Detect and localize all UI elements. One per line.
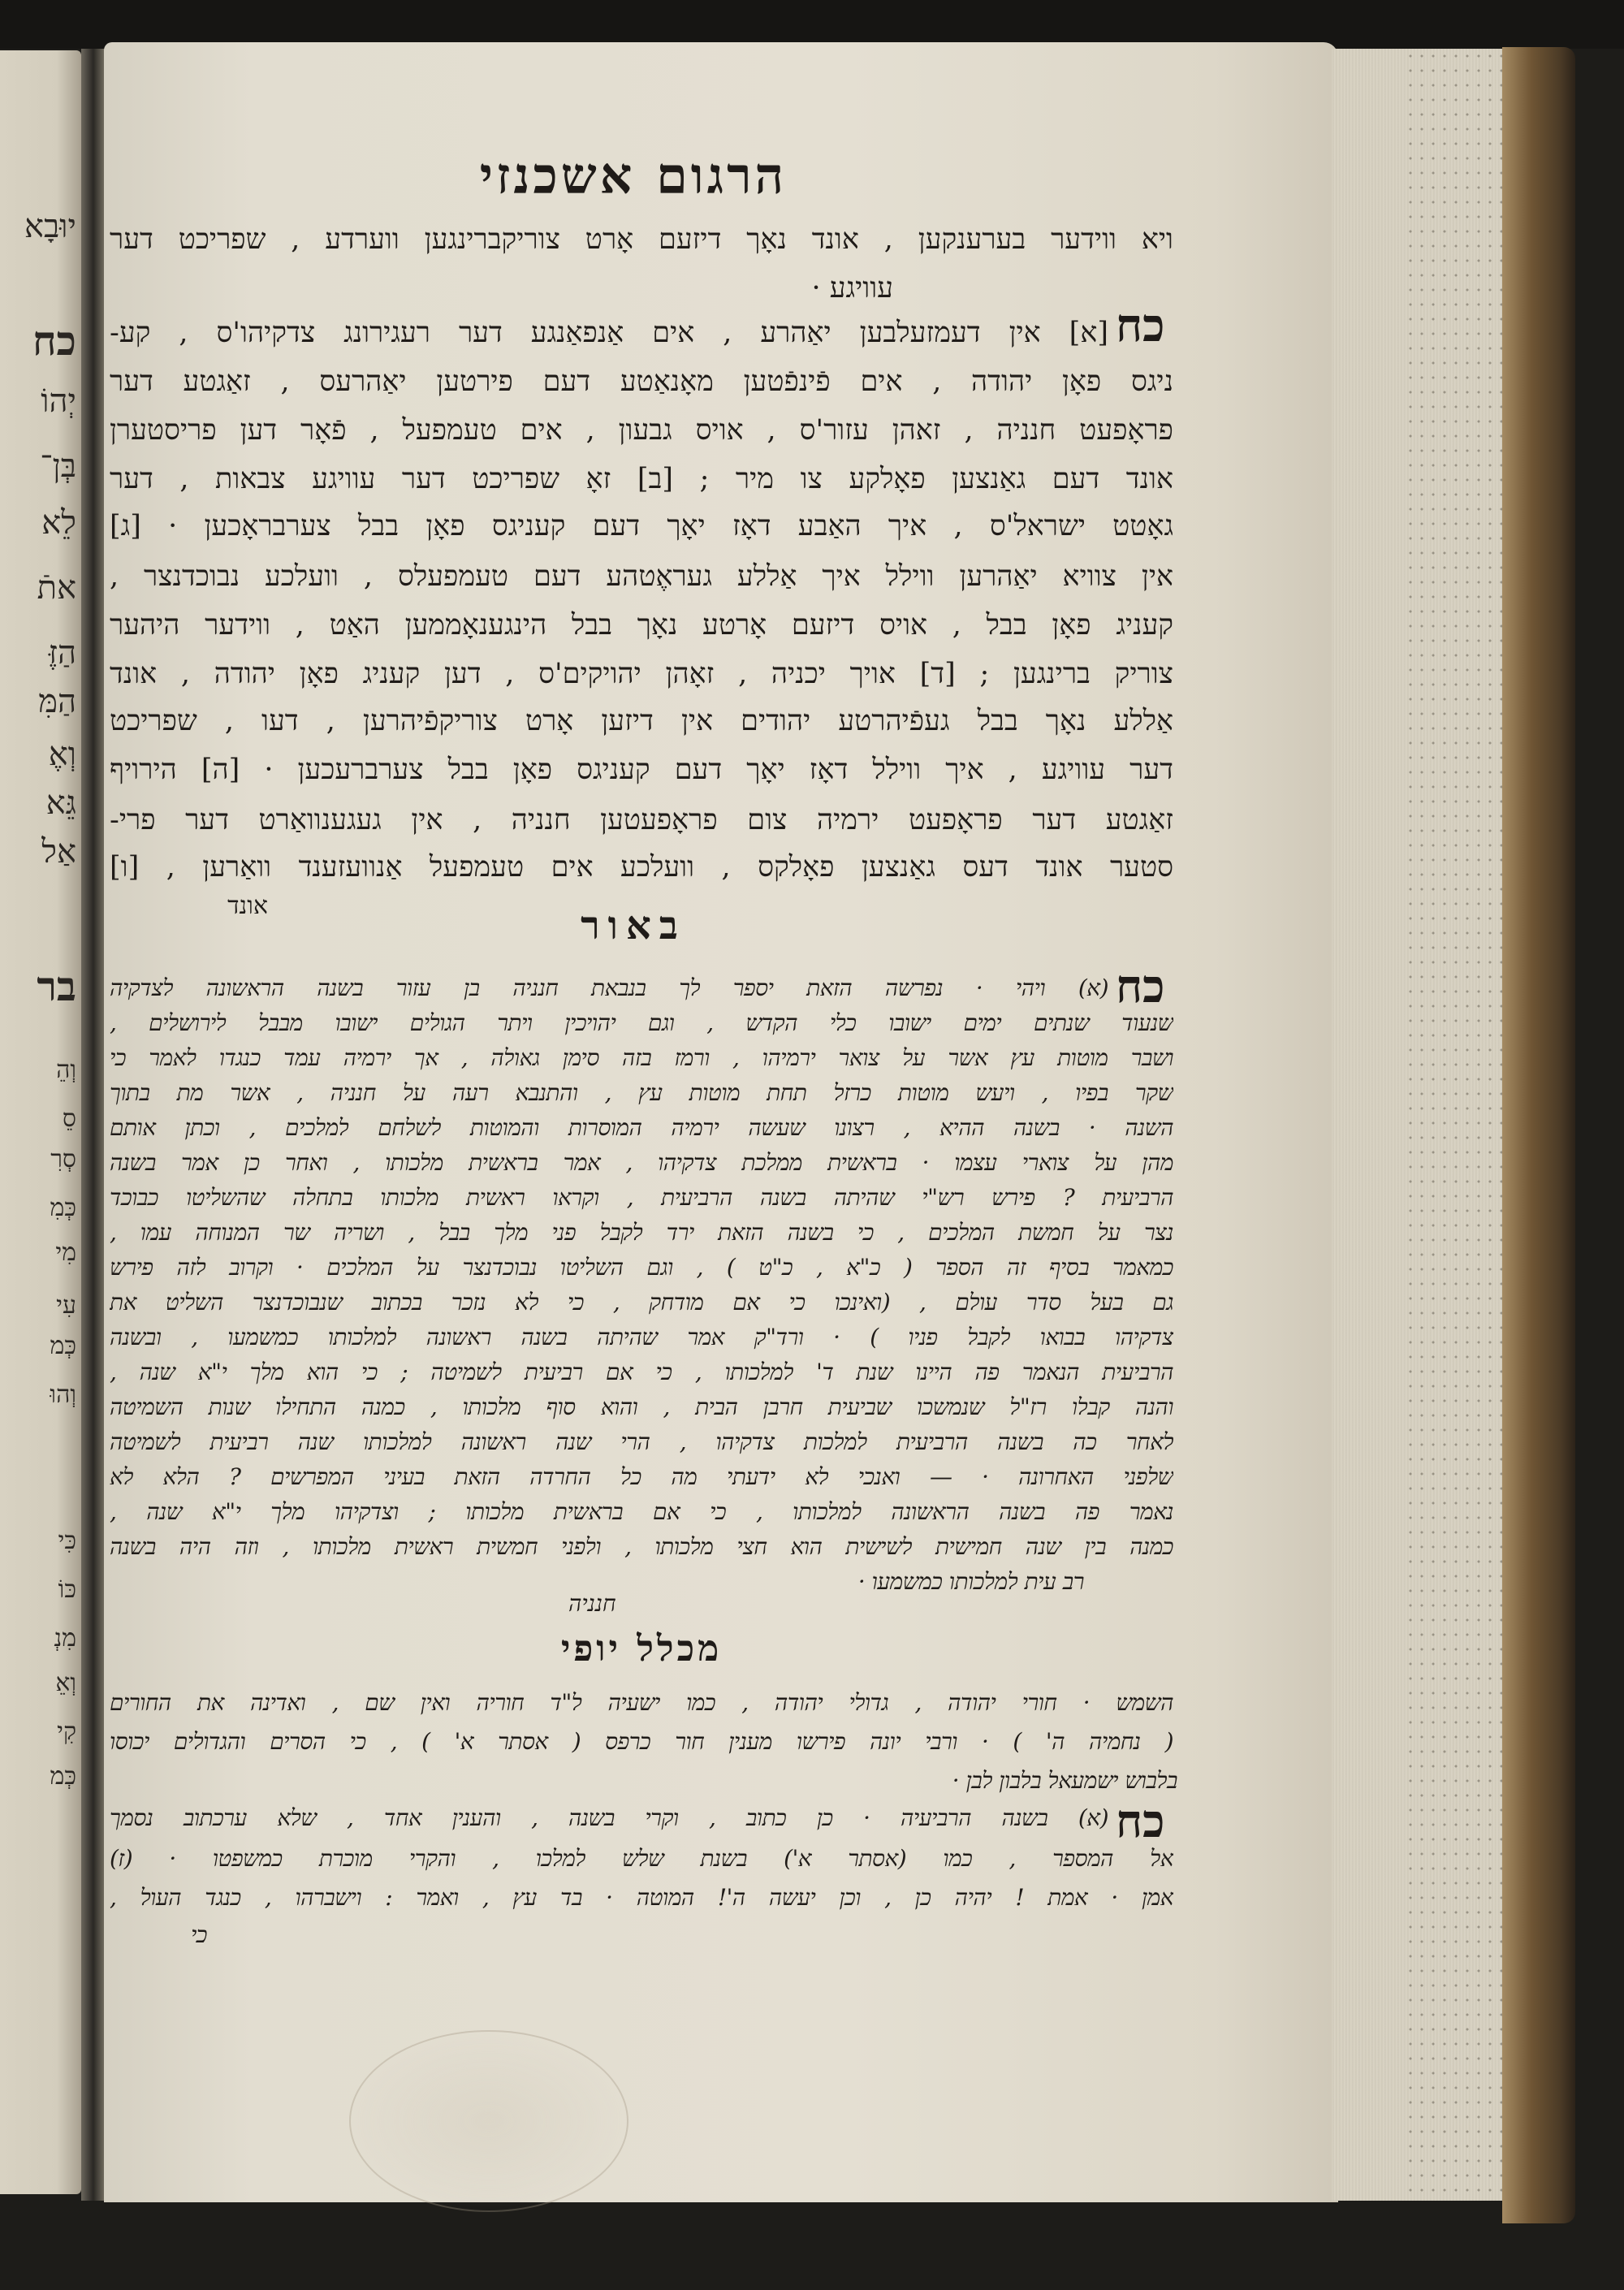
commentary-line: והנה קבלו רז"ל שנמשכו שביעית חרבן הבית , והוא סוף מלכותו , כמנה התחילו שנות השמיטה xyxy=(110,1393,1173,1420)
previous-page-fragment: כְּמִ xyxy=(50,1194,76,1222)
book-gutter xyxy=(81,49,106,2201)
previous-page-fragment: סְרִ xyxy=(50,1145,76,1173)
translation-line: אַללע נאָך בבל געפֿיהרטע יהודים אין דיזען אָרט צוריקפֿיהרען , דעו , שפריכט xyxy=(110,705,1173,737)
previous-page-fragment: וְהוּ xyxy=(50,1380,76,1409)
commentary-line: השנה · בשנה ההיא , רצונו שעשה ירמיה המוסרות והמוטות לשלחם למלכים , וכתן אותם xyxy=(110,1114,1173,1141)
commentary-line: גם בעל סדר עולם , (ואינכו כי אם מודחק , כי לא נזכר בכתוב שנבוכדנצר השליט את xyxy=(110,1289,1173,1316)
translation-line: דער עוויגע , איך ווילל דאָז יאָך דעם קעניגס פאָן בבל צערברעכען · [ה] הירויף xyxy=(110,754,1173,786)
previous-page-fragment: לֵא xyxy=(41,504,76,542)
previous-page-fragment: קִי xyxy=(57,1718,76,1746)
commentary-line: נאמר פה בשנה הראשונה למלכותו , כי אם בראשית מלכותו ; וצדקיהו מלך י"א שנה , xyxy=(110,1498,1173,1525)
commentary-line: הרביעית הנאמר פה היינו שנת ד' למלכותו , כי אם רביעית לשמיטה ; כי הוא מלך י"א שנה , xyxy=(110,1359,1173,1385)
translation-line: סטער אונד דעס גאַנצען פאָלקס , וועלכע אים טעמפעל אַנוועזענד וואַרען , [ו] xyxy=(110,851,1173,884)
previous-page-fragment: וְאֶ xyxy=(48,736,76,773)
previous-page-fragment: סֵ xyxy=(62,1104,76,1133)
previous-page-edge xyxy=(0,50,81,2194)
previous-page-fragment: כּוֹ xyxy=(58,1575,76,1604)
translation-line: אונד דעם גאַנצען פאָלקע צו מיר ; [ב] זאָ שפריכט דער עוויגע צבאות , דער xyxy=(110,463,1173,495)
fore-edge xyxy=(1332,49,1518,2201)
commentary-line: (א) ויהי · נפרשה הזאת יספר לך בנבאת חנניה בן עזור בשנה הראשונה לצדקיה xyxy=(110,974,1108,1001)
previous-page-fragment: יְהוֹ xyxy=(41,382,76,420)
commentary-line: בלבוש ישמעאל בלבון לבן · xyxy=(952,1767,1177,1794)
catchword: חנניה xyxy=(568,1590,616,1617)
translation-line: ויא ווידער בערענקען , אונד נאָך דיזעם אָרט צוריקברינגען ווערדע , שפריכט דער xyxy=(110,223,1173,256)
commentary-line: שנעוד שנתים ימים ישובו כלי הקדש , וגם יהויכין ויתר הגולים ישובו מבבל לירושלים , xyxy=(110,1009,1173,1036)
previous-page-fragment: אתֿ xyxy=(37,569,76,607)
commentary-line: הרביעית ? פירש רש"י שהיתה בשנה הרביעית , וקראו ראשית מלכותו בתחלה שהשליטו כבוכד xyxy=(110,1184,1173,1211)
previous-page-fragment: וְהֵ xyxy=(56,1056,76,1084)
commentary-line: נצר על חמשת המלכים , כי בשנה הזאת ירד לקבל פני מלך בבל , ושריה שר המנוחה עמו , xyxy=(110,1219,1173,1246)
translation-line: גאָטט ישראל'ס , איך האַבע דאָז יאָך דעם קעניגס פאָן בבל צערבראָכען · [ג] xyxy=(110,510,1173,542)
commentary-line: (א) בשנה הרביעיה · כן כתוב , וקרי בשנה , והענין אחד , שלא ערכתוב נסמך xyxy=(110,1804,1108,1831)
previous-page-fragment: יוּבָא xyxy=(24,208,76,245)
translation-line: פראָפעט חנניה , זאהן עזור'ס , אויס גבעון , אים טעמפעל , פֿאָר דען פריסטערן xyxy=(110,414,1173,447)
biur-title: באור xyxy=(581,903,686,948)
commentary-line: ושבר מוטות עץ אשר על צואר ירמיהו , ורמז בזה סימן גאולה , אך ירמיה עמד כנגדו לאמר כי xyxy=(110,1044,1173,1071)
previous-page-fragment: כְּמ xyxy=(50,1762,76,1791)
previous-page-fragment: כְּמ xyxy=(50,1332,76,1360)
previous-page-fragment: וְאֵ xyxy=(55,1669,76,1697)
commentary-line: ( נחמיה ה' ) · ורבי יונה פירשו מענין חור כרפס ( אסתר א' ) , כי הסרים והגדולים יכוסו xyxy=(110,1728,1173,1755)
background-top xyxy=(0,0,1624,49)
previous-page-fragment: גֵּא xyxy=(45,784,76,822)
commentary-line: רב עית למלכותו כמשמעו · xyxy=(857,1568,1084,1595)
commentary-line: כמנה בין שנה חמישית לשישית הוא חצי מלכותו , ולפני חמשית ראשית מלכותו , וזה היה בשנה xyxy=(110,1533,1173,1560)
previous-page-fragment: הַמִּ xyxy=(38,683,76,720)
chapter-marker: כח xyxy=(1116,299,1165,352)
translation-line: [א] אין דעמזעלבען יאַהרע , אים אַנפאַנגע דער רעגירונג צדקיהו'ס , קע- xyxy=(110,317,1108,349)
translation-line: קעניג פאָן בבל , אויס דיזעם אָרטע נאָך בבל הינגענאָממען האַט , ווידער היהער xyxy=(110,609,1173,642)
translation-line: אין צוויא יאַהרען ווילל איך אַללע געראֶטהע דעם טעמפעלס , וועלכע נבוכדנצר , xyxy=(110,560,1173,593)
chapter-marker: כח xyxy=(1116,1795,1165,1848)
paper-stain xyxy=(349,2030,628,2212)
previous-page-fragment: בר xyxy=(37,962,76,1010)
previous-page-fragment: הַזֶּ xyxy=(48,634,76,672)
commentary-line: אל המספר , כמו (אסתר א') בשנת שלש למלכו , והקרי מוכרת כמשפטו · (ז) xyxy=(110,1845,1173,1872)
mikhlal-yofi-title: מכלל יופי xyxy=(560,1628,723,1670)
commentary-line: השמש · חורי יהודה , גדולי יהודה , כמו ישעיה ל"ד חוריה ואין שם , ואדינה את החורים xyxy=(110,1689,1173,1716)
commentary-line: כי xyxy=(190,1921,207,1948)
translation-line: זאַגטע דער פראָפעט ירמיה צום פראָפעטען חנניה , אין געגענוואַרט דער פרי- xyxy=(110,804,1173,836)
previous-page-fragment: אַל xyxy=(41,833,76,871)
previous-page-fragment: עִי xyxy=(56,1291,76,1320)
commentary-line: שקר בפיו , ויעש מוטות כרזל תחת מוטות עץ , והתנבא רעה על חנניה , אשר מת בתוך xyxy=(110,1079,1173,1106)
previous-page-fragment: כִּי xyxy=(58,1527,76,1555)
commentary-line: אמן · אמת ! יהיה כן , וכן יעשה ה'! המוטה · בד עץ , ואמר : וישברהו , כנגד העול , xyxy=(110,1884,1173,1911)
translation-line: ניגס פאָן יהודה , אים פֿינפֿטען מאָנאַטע דעם פירטען יאַהרעס , זאַגטע דער xyxy=(110,365,1173,398)
commentary-line: לאחר כה בשנה הרביעית למלכות צדקיהו , הרי שנה ראשונה למלכותו שנה רביעית לשמיטה xyxy=(110,1428,1173,1455)
previous-page-fragment: בְּן־ xyxy=(40,447,76,485)
translation-line: עוויגע · xyxy=(811,272,893,305)
book-cover-edge xyxy=(1502,47,1575,2223)
commentary-line: כמאמר בסיף זה הספר ( כ"א , כ"ט ) , וגם השליטו נבוכדנצר על המלכים · וקרוב לזה פירש xyxy=(110,1254,1173,1281)
commentary-line: שלפני האחרונה · — ואנכי לא ידעתי מה כל החרדה הזאת בעיני המפרשים ? הלא לא xyxy=(110,1463,1173,1490)
previous-page-fragment: כח xyxy=(32,317,76,365)
translation-line: אונד xyxy=(227,892,268,920)
commentary-line: צדקיהו בבואו לקבל פניו ) · ורד"ק אמר שהיתה בשנה ראשונה למלכותו כמשמעו , ובשנה xyxy=(110,1324,1173,1350)
translation-line: צוריק ברינגען ; [ד] אויך יכניה , זאָהן יהויקים'ס , דען קעניג פאָן יהודה , אונד xyxy=(110,658,1173,690)
previous-page-fragment: מִנְ xyxy=(54,1624,76,1653)
page-title: הרגום אשכנזי xyxy=(479,146,788,205)
previous-page-fragment: מִי xyxy=(55,1238,76,1267)
chapter-marker: כח xyxy=(1116,960,1165,1013)
commentary-line: מהן על צוארי עצמו · בראשית ממלכת צדקיהו , אמר בראשית מלכותו , ואחר כן אמר בשנה xyxy=(110,1149,1173,1176)
